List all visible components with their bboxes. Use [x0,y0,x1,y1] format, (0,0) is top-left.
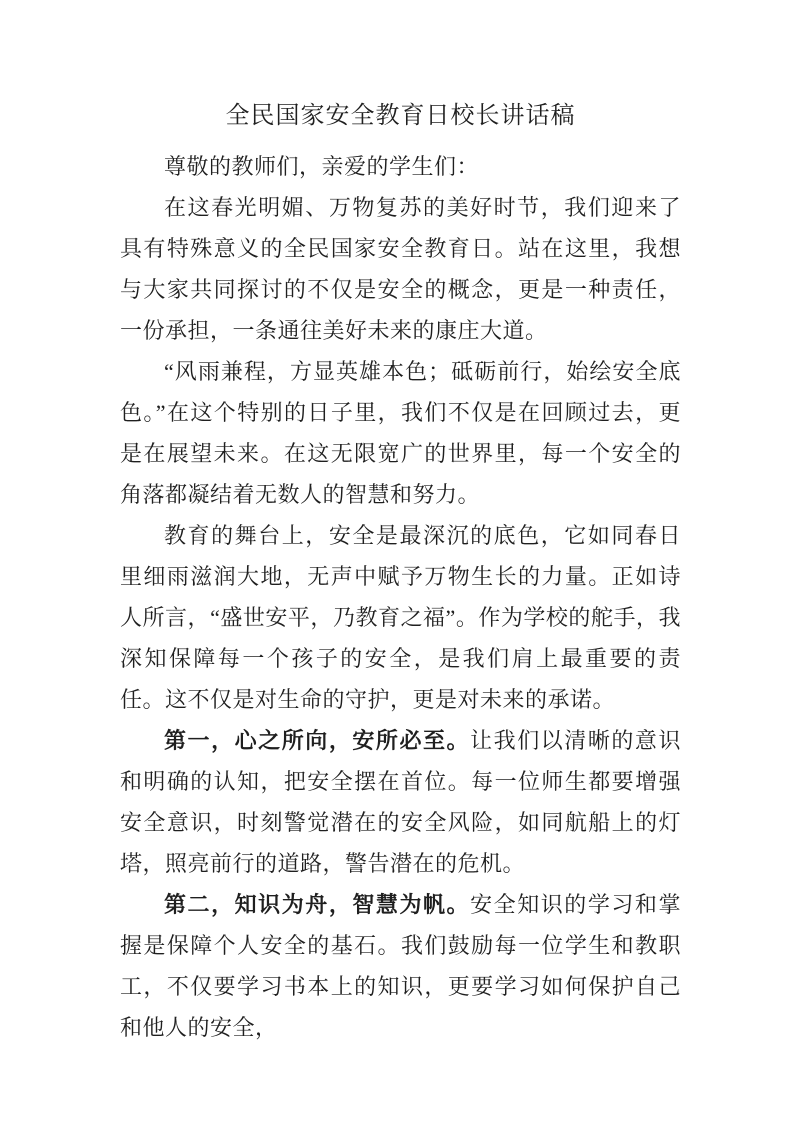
paragraph-point-two [120,884,681,1048]
paragraph-greeting [120,146,681,187]
paragraph-lead-bold: 第一，心之所向，安所必至。 [164,728,471,753]
paragraph-quote [120,351,681,515]
paragraph-text: “风雨兼程，方显英雄本色；砥砺前行，始绘安全底色。”在这个特别的日子里，我们不仅是在回顾过去，更是在展望未来。在这无限宽广的世界里，每一个安全的角落都凝结着无数人的智慧和努力。 [120,359,681,507]
document-title: 全民国家安全教育日校长讲话稿 [225,103,576,129]
paragraph-intro [120,187,681,351]
paragraph-point-one [120,720,681,884]
paragraph-text: 在这春光明媚、万物复苏的美好时节，我们迎来了具有特殊意义的全民国家安全教育日。站在这里，我想与大家共同探讨的不仅是安全的概念，更是一种责任，一份承担，一条通往美好未来的康庄大道。 [120,195,681,343]
paragraph-lead-bold: 第二，知识为舟，智慧为帆。 [164,892,471,917]
paragraph-text: 尊敬的教师们，亲爱的学生们： [164,154,480,179]
paragraph-text: 教育的舞台上，安全是最深沉的底色，它如同春日里细雨滋润大地，无声中赋予万物生长的力量。正如诗人所言，“盛世安平，乃教育之福”。作为学校的舵手，我深知保障每一个孩子的安全，是我们肩上最重要的责任。这不仅是对生命的守护，更是对未来的承诺。 [120,523,681,712]
paragraph-text: 安全知识的学习和掌握是保障个人安全的基石。我们鼓励每一位学生和教职工，不仅要学习书本上的知识，更要学习如何保护自己和他人的安全， [120,892,681,1040]
paragraph-education-stage [120,515,681,720]
paragraph-text: 让我们以清晰的意识和明确的认知，把安全摆在首位。每一位师生都要增强安全意识，时刻警觉潜在的安全风险，如同航船上的灯塔，照亮前行的道路，警告潜在的危机。 [120,728,681,876]
